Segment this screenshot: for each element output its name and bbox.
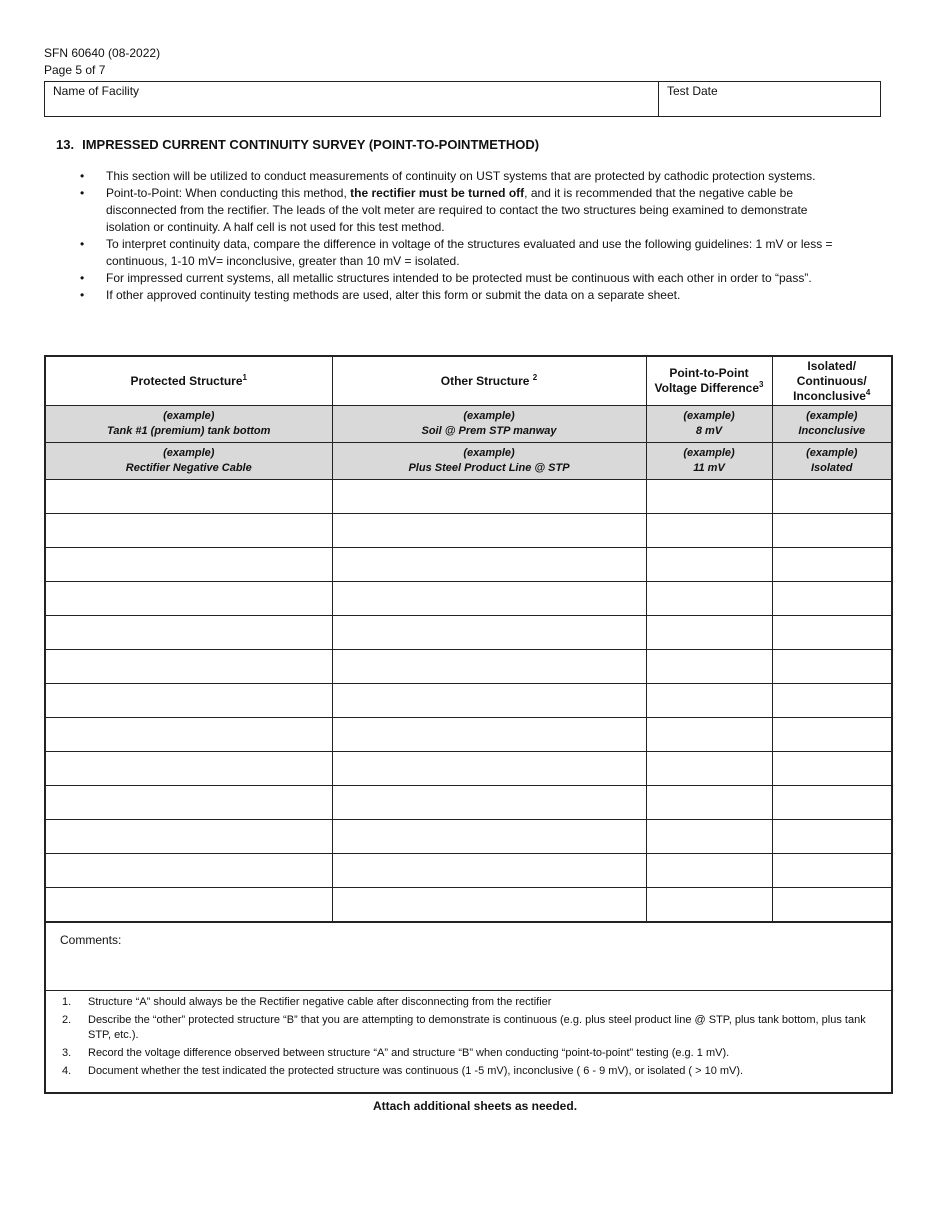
- instruction-text: , and it is recommended that the negative cable be disconnected from the rectifier. The leads of the volt meter are required to contact the two structures being examined to demonstrate isolation or continuity. A half cell is not used for this test method.: [106, 186, 808, 234]
- entry-cell[interactable]: [646, 854, 772, 888]
- entry-cell[interactable]: [772, 650, 892, 684]
- entry-cell[interactable]: [646, 650, 772, 684]
- entry-cell[interactable]: [332, 752, 646, 786]
- entry-cell[interactable]: [45, 480, 332, 514]
- entry-cell[interactable]: [772, 854, 892, 888]
- test-date-label: Test Date: [667, 84, 718, 98]
- section-number: 13.: [56, 137, 75, 152]
- footnote-number: 4.: [62, 1064, 72, 1077]
- col-header-protected-structure: Protected Structure$^1$: [45, 356, 332, 406]
- entry-row: [45, 888, 892, 923]
- entry-cell[interactable]: [772, 616, 892, 650]
- example-cell: (example) Soil @ Prem STP manway: [332, 406, 646, 443]
- instruction-item: [80, 270, 852, 287]
- entry-cell[interactable]: [45, 752, 332, 786]
- entry-cell[interactable]: [646, 888, 772, 923]
- entry-cell[interactable]: [332, 514, 646, 548]
- entry-cell[interactable]: [45, 820, 332, 854]
- instruction-item: [80, 168, 852, 185]
- entry-cell[interactable]: [646, 718, 772, 752]
- footnote-text: Structure “A” should always be the Rectifier negative cable after disconnecting from the rectifier: [88, 995, 552, 1008]
- entry-cell[interactable]: [646, 514, 772, 548]
- entry-cell[interactable]: [646, 820, 772, 854]
- example-cell: (example) 8 mV: [646, 406, 772, 443]
- comments-row: [45, 922, 892, 990]
- footnote-number: 3.: [62, 1046, 72, 1059]
- page-number: Page 5 of 7: [44, 63, 106, 77]
- entry-cell[interactable]: [45, 548, 332, 582]
- footnote-list: [46, 995, 891, 1079]
- entry-row: [45, 514, 892, 548]
- notes-row: [45, 990, 892, 1093]
- footnote-text: Record the voltage difference observed between structure “A” and structure “B” when conducting “point-to-point” testing (e.g. 1 mV).: [88, 1046, 730, 1059]
- entry-cell[interactable]: [332, 616, 646, 650]
- entry-row: [45, 480, 892, 514]
- entry-cell[interactable]: [646, 786, 772, 820]
- instruction-text: This section will be utilized to conduct measurements of continuity on UST systems that are protected by cathodic protection systems.: [106, 169, 816, 183]
- entry-cell[interactable]: [772, 752, 892, 786]
- example-cell: (example) 11 mV: [646, 443, 772, 480]
- col-header-other-structure: Other Structure $^2$: [332, 356, 646, 406]
- entry-cell[interactable]: [332, 480, 646, 514]
- footnote-text: Document whether the test indicated the protected structure was continuous (1 -5 mV), inconclusive ( 6 - 9 mV), or isolated ( > 10 mV).: [88, 1064, 744, 1077]
- instruction-text: Point-to-Point: When conducting this method,: [106, 186, 351, 200]
- entry-cell[interactable]: [646, 548, 772, 582]
- entry-row: [45, 854, 892, 888]
- entry-cell[interactable]: [332, 888, 646, 923]
- instruction-text: For impressed current systems, all metallic structures intended to be protected must be continuous with each other in order to “pass”.: [106, 271, 812, 285]
- entry-cell[interactable]: [332, 684, 646, 718]
- facility-name-field[interactable]: [45, 82, 659, 116]
- entry-cell[interactable]: [45, 786, 332, 820]
- instruction-text: To interpret continuity data, compare the difference in voltage of the structures evaluated and use the following guidelines: 1 mV or less = continuous, 1-10 mV= inconclusive, greater than 10 mV = isolated.: [106, 237, 833, 268]
- entry-cell[interactable]: [646, 480, 772, 514]
- col-header-voltage-difference: Point-to-Point Voltage Difference$^3$: [646, 356, 772, 406]
- footnote-number: 1.: [62, 995, 72, 1008]
- instruction-bold-text: the rectifier must be turned off: [350, 186, 525, 200]
- footnote-item: [46, 1046, 891, 1061]
- entry-row: [45, 650, 892, 684]
- footnote-number: 2.: [62, 1013, 72, 1026]
- entry-cell[interactable]: [772, 514, 892, 548]
- entry-cell[interactable]: [45, 718, 332, 752]
- entry-cell[interactable]: [332, 718, 646, 752]
- entry-cell[interactable]: [45, 888, 332, 923]
- col-header-result: Isolated/ Continuous/ Inconclusive$^4$: [772, 356, 892, 406]
- comments-label: Comments:: [60, 933, 122, 947]
- facility-name-label: Name of Facility: [53, 84, 140, 98]
- footnotes: [45, 990, 892, 1093]
- entry-cell[interactable]: [646, 684, 772, 718]
- example-cell: (example) Plus Steel Product Line @ STP: [332, 443, 646, 480]
- footnote-item: [46, 1064, 891, 1079]
- entry-row: [45, 820, 892, 854]
- entry-cell[interactable]: [772, 480, 892, 514]
- entry-cell[interactable]: [646, 616, 772, 650]
- entry-cell[interactable]: [772, 888, 892, 923]
- footnote-item: [46, 1013, 891, 1043]
- instruction-text: If other approved continuity testing methods are used, alter this form or submit the data on a separate sheet.: [106, 288, 681, 302]
- facility-info-box: [44, 81, 881, 117]
- example-row: [45, 406, 892, 443]
- entry-cell[interactable]: [772, 718, 892, 752]
- entry-cell[interactable]: [772, 684, 892, 718]
- footnote-text: Describe the “other” protected structure “B” that you are attempting to demonstrate is continuous (e.g. plus steel product line @ STP, plus tank bottom, plus tank STP, etc.).: [88, 1013, 866, 1041]
- entry-cell[interactable]: [332, 548, 646, 582]
- entry-cell[interactable]: [45, 650, 332, 684]
- instruction-item: [80, 236, 852, 270]
- footnote-item: [46, 995, 891, 1010]
- entry-cell[interactable]: [45, 616, 332, 650]
- entry-cell[interactable]: [45, 854, 332, 888]
- section-title: [56, 137, 539, 152]
- example-cell: (example) Rectifier Negative Cable: [45, 443, 332, 480]
- entry-cell[interactable]: [332, 820, 646, 854]
- entry-cell[interactable]: [45, 514, 332, 548]
- entry-cell[interactable]: [332, 582, 646, 616]
- example-cell: (example) Isolated: [772, 443, 892, 480]
- example-row: [45, 443, 892, 480]
- entry-row: [45, 582, 892, 616]
- entry-cell[interactable]: [45, 684, 332, 718]
- entry-cell[interactable]: [646, 582, 772, 616]
- entry-row: [45, 752, 892, 786]
- example-cell: (example) Tank #1 (premium) tank bottom: [45, 406, 332, 443]
- entry-cell[interactable]: [332, 786, 646, 820]
- continuity-survey-table: [44, 355, 893, 1094]
- entry-cell[interactable]: [45, 582, 332, 616]
- entry-cell[interactable]: [332, 650, 646, 684]
- entry-cell[interactable]: [772, 548, 892, 582]
- attach-sheets-note: Attach additional sheets as needed.: [372, 1099, 578, 1113]
- entry-row: [45, 548, 892, 582]
- instruction-item: [80, 185, 852, 236]
- instruction-item: [80, 287, 852, 304]
- test-date-field[interactable]: [659, 82, 880, 116]
- section-title-text: IMPRESSED CURRENT CONTINUITY SURVEY (POINT-TO-POINTMETHOD): [82, 137, 540, 152]
- entry-cell[interactable]: [772, 786, 892, 820]
- entry-cell[interactable]: [772, 582, 892, 616]
- entry-row: [45, 684, 892, 718]
- entry-cell[interactable]: [646, 752, 772, 786]
- instructions-list: [80, 168, 852, 304]
- entry-cell[interactable]: [772, 820, 892, 854]
- entry-row: [45, 616, 892, 650]
- entry-row: [45, 786, 892, 820]
- entry-cell[interactable]: [332, 854, 646, 888]
- form-id: SFN 60640 (08-2022): [44, 46, 161, 60]
- entry-row: [45, 718, 892, 752]
- example-cell: (example) Inconclusive: [772, 406, 892, 443]
- comments-field[interactable]: [45, 922, 892, 990]
